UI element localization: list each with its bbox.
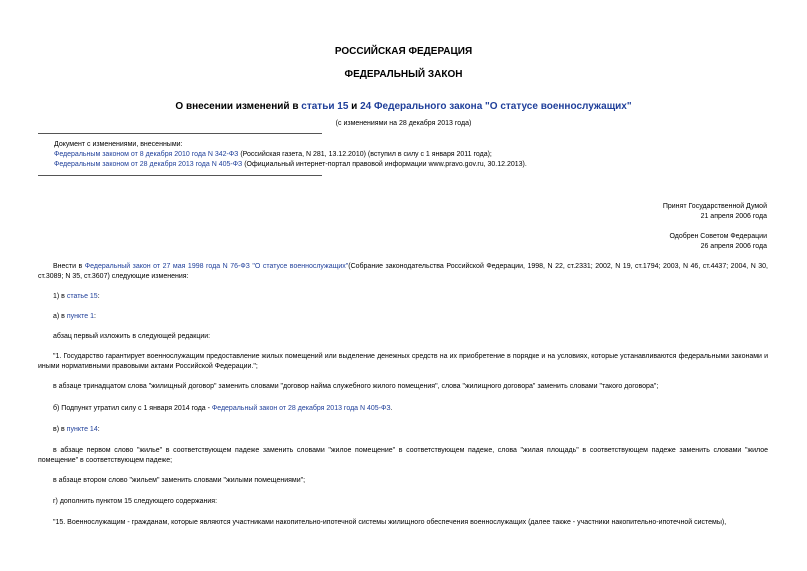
amendment-2010-link[interactable]: Федеральным законом от 8 декабря 2010 года N 342-ФЗ <box>54 151 239 158</box>
law-title-mid: и <box>348 101 361 112</box>
article-24-link[interactable]: 24 Федерального закона "О статусе военнослужащих" <box>360 101 632 112</box>
item-a-suffix: : <box>94 313 96 320</box>
federal-law-405-link[interactable]: Федеральный закон от 28 декабря 2013 года N 405-ФЗ <box>211 405 391 412</box>
new-clause-15: "15. Военнослужащим - гражданам, которые являются участниками накопительно-ипотечной системы жилищного обеспечения военнослужащих (далее также - участники накопительно-ипотечной системы), <box>53 519 727 526</box>
clause-14-link[interactable]: пункте 14 <box>66 426 98 433</box>
paragraph-first-replacement: в абзаце первом слово "жилье" в соответствующем падеже заменить словами "жилое помещение" в соответствующем падеже, слова "жилая площадь" в соответствующем падеже заменить словами "жилое помещение" в соответствующем падеже; <box>38 447 768 464</box>
amendment-2013-link[interactable]: Федеральным законом от 28 декабря 2013 года N 405-ФЗ <box>54 161 243 168</box>
item-v-prefix: в) в <box>53 426 67 433</box>
council-approval <box>669 232 767 252</box>
clause-1-link[interactable]: пункте 1 <box>66 313 94 320</box>
change-item-2 <box>54 160 527 170</box>
law-title-prefix: О внесении изменений в <box>175 101 302 112</box>
changes-top-divider <box>38 133 322 134</box>
item-g: г) дополнить пунктом 15 следующего содержания: <box>53 498 218 505</box>
item-b-suffix: . <box>390 405 393 412</box>
council-approval-label: Одобрен Советом Федерации <box>669 233 767 240</box>
law-type-heading: ФЕДЕРАЛЬНЫЙ ЗАКОН <box>344 69 463 80</box>
changes-bottom-divider <box>38 175 322 176</box>
paragraph-13-edit: в абзаце тринадцатом слова "жилищный договор" заменить словами "договор найма служебного жилого помещения", слова "жилищного договора" заменить словами "такого договора"; <box>53 383 659 390</box>
country-heading: РОССИЙСКАЯ ФЕДЕРАЦИЯ <box>334 46 473 57</box>
revision-note: (с изменениями на 28 декабря 2013 года) <box>335 120 472 127</box>
item-a <box>38 312 768 322</box>
item-1 <box>38 292 768 302</box>
new-text-clause-1: "1. Государство гарантирует военнослужащим предоставление жилых помещений или выделение денежных средств на их приобретение в порядке и на условиях, которые устанавливаются федеральными законами и иными нормативными правовыми актами Российской Федерации."; <box>38 353 768 370</box>
law-title <box>0 101 807 112</box>
intro-paragraph <box>38 262 768 282</box>
intro-text: (Собрание законодательства Российской Федерации, 1998, N 22, ст.2331; 2002, N 19, ст.1794; 2003, N 46, ст.4437; 2004, N 30, ст.3089; N 35, ст.3607) следующие изменения: <box>38 263 768 280</box>
changes-heading: Документ с изменениями, внесенными: <box>54 141 183 148</box>
item-1-suffix: : <box>97 293 100 300</box>
federal-law-76-link[interactable]: Федеральный закон от 27 мая 1998 года N 76-ФЗ "О статусе военнослужащих" <box>84 263 349 270</box>
duma-adoption-date: 21 апреля 2006 года <box>700 213 767 220</box>
change-item-1-text: (Российская газета, N 281, 13.12.2010) (вступил в силу с 1 января 2011 года); <box>238 151 492 158</box>
item-v <box>38 425 768 435</box>
council-approval-date: 26 апреля 2006 года <box>700 243 767 250</box>
article-15-body-link[interactable]: статье 15 <box>66 293 98 300</box>
item-v-suffix: : <box>97 426 100 433</box>
item-1-prefix: 1) в <box>53 293 67 300</box>
item-b-prefix: б) Подпункт утратил силу с 1 января 2014 года - <box>53 405 212 412</box>
paragraph-second-replacement: в абзаце втором слово "жильем" заменить словами "жилыми помещениями"; <box>53 477 306 484</box>
duma-adoption <box>663 202 767 222</box>
item-a-prefix: а) в <box>53 313 67 320</box>
intro-prefix: Внести в <box>53 263 85 270</box>
change-item-1 <box>54 150 492 160</box>
change-item-2-text: (Официальный интернет-портал правовой информации www.pravo.gov.ru, 30.12.2013). <box>242 161 527 168</box>
article-15-link[interactable]: статьи 15 <box>301 101 349 112</box>
paragraph-first-edit: абзац первый изложить в следующей редакции: <box>53 333 211 340</box>
duma-adoption-label: Принят Государственной Думой <box>662 203 767 210</box>
item-b <box>38 404 768 414</box>
